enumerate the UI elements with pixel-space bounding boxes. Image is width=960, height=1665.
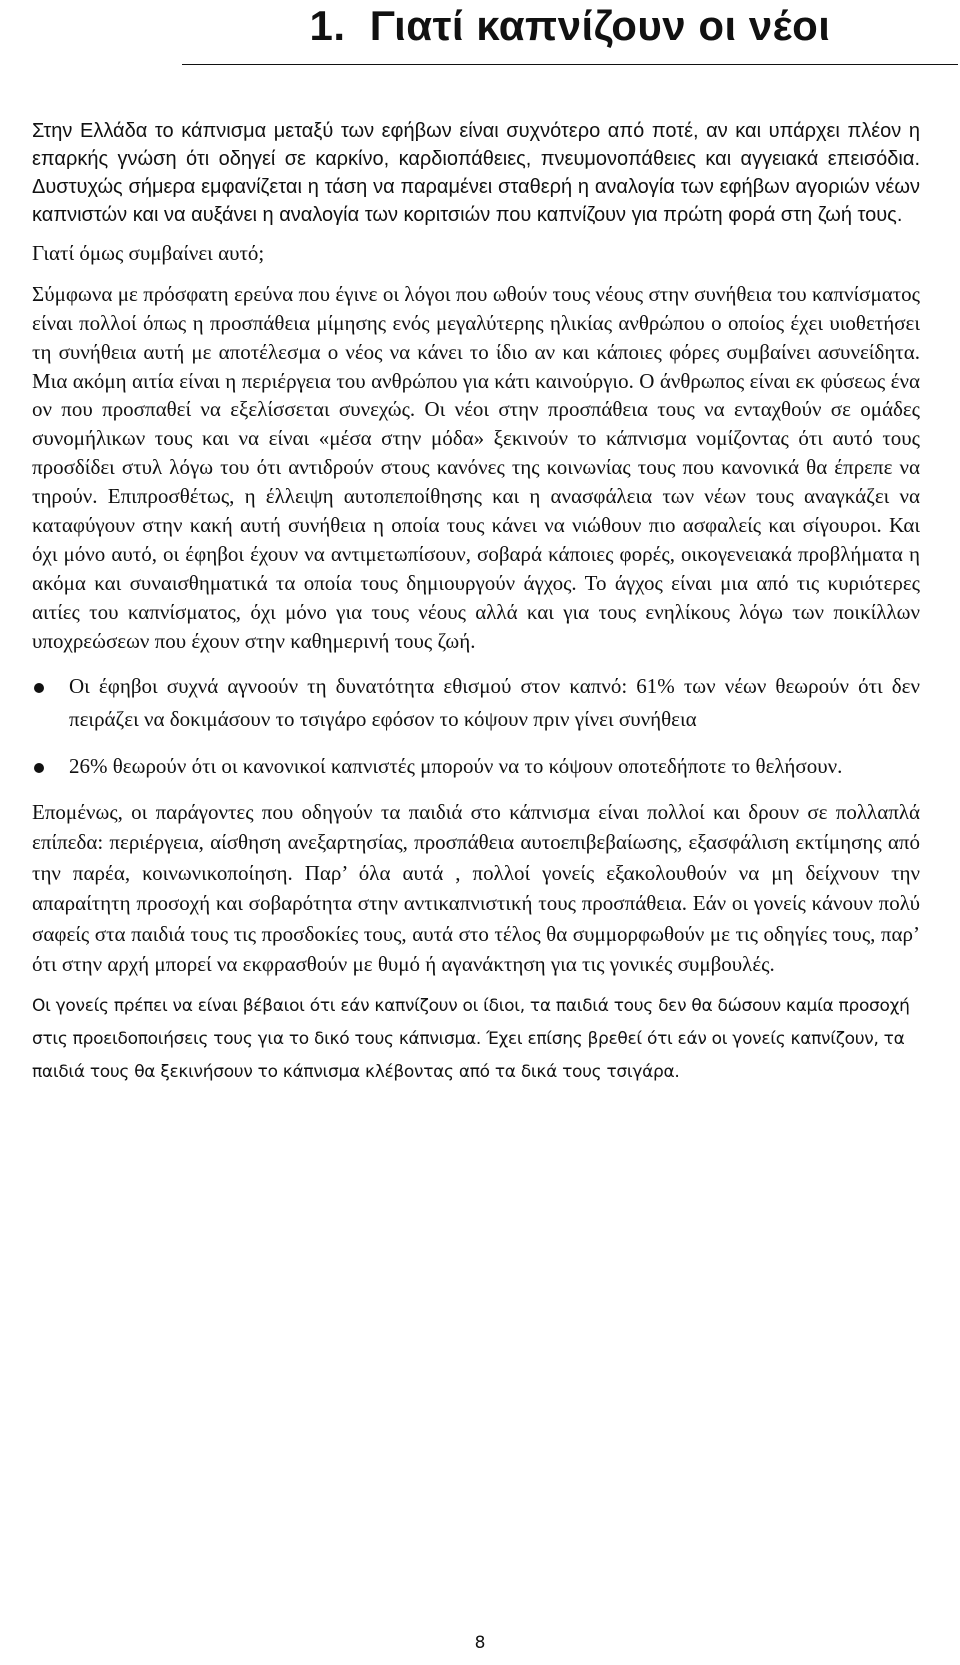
- conclusion-paragraph: Επομένως, οι παράγοντες που οδηγούν τα παιδιά στο κάπνισμα είναι πολλοί και δρουν σε πολλαπλά επίπεδα: περιέργεια, αίσθηση ανεξαρτησίας, προσπάθεια αυτοεπιβεβαίωσης, εξασφάλιση εκτίμησης από την παρέα, κοινωνικοποίηση. Παρ’ όλα αυτά , πολλοί γονείς εξακολουθούν να μη δείχνουν την απαραίτητη προσοχή και σοβαρότητα στην αντικαπνιστική τους προσπάθεια. Εάν οι γονείς κάνουν πολύ σαφείς στα παιδιά τους τις προσδοκίες τους, αυτά στο τέλος θα συμμορφωθούν με τις οδηγίες τους, παρ’ ότι στην αρχή μπορεί να εκφρασθούν με θυμό ή αγανάκτηση για τις γονικές συμβουλές.: [32, 799, 920, 977]
- list-item-text: Οι έφηβοι συχνά αγνοούν τη δυνατότητα εθισμού στον καπνό: 61% των νέων θεωρούν ότι δεν πειράζει να δοκιμάσουν το τσιγάρο εφόσον το κόψουν πριν γίνει συνήθεια: [69, 673, 920, 731]
- bullet-icon: [34, 683, 44, 693]
- section-heading: [182, 0, 958, 65]
- section-number: 1.: [309, 2, 346, 49]
- bullet-icon: [34, 763, 44, 773]
- body-content: [32, 117, 920, 1089]
- reasons-paragraph: Σύμφωνα με πρόσφατη ερεύνα που έγινε οι λόγοι που ωθούν τους νέους στην συνήθεια του καπνίσματος είναι πολλοί όπως η προσπάθεια μίμησης ενός μεγαλύτερης ηλικίας ανθρώπου ο οποίος έχει υιοθετήσει τη συνήθεια αυτή με αποτέλεσμα ο νέος να κάνει το ίδιο αν και κάποιες φόρες συμβαίνει ασυνείδητα. Μια ακόμη αιτία είναι η περιέργεια του ανθρώπου για κάτι καινούργιο. Ο άνθρωπος είναι εκ φύσεως ένα ον που προσπαθεί να εξελίσσεται συνεχώς. Οι νέοι στην προσπάθεια τους να ενταχθούν σε ομάδες συνομήλικων τους και να είναι «μέσα στην μόδα» ξεκινούν το κάπνισμα νομίζοντας ότι αυτό τους προσδίδει στυλ λόγω του ότι αντιδρούν στους κανόνες της κοινωνίας τους που κανονικά θα έπρεπε να τηρούν. Επιπροσθέτως, η έλλειψη αυτοπεποίθησης και η ανασφάλεια των νέων τους αναγκάζει να καταφύγουν στην κακή αυτή συνήθεια η οποία τους κάνει να νιώθουν πιο ασφαλείς και σίγουροι. Και όχι μόνο αυτό, οι έφηβοι έχουν να αντιμετωπίσουν, σοβαρά κάποιες φορές, οικογενειακά προβλήματα η ακόμα και συναισθηματικά τα οποία τους δημιουργούν άγχος. Το άγχος είναι μια από τις κυριότερες αιτίες του καπνίσματος, όχι μόνο για τους νέους αλλά και για τους ενηλίκους λόγω των ποικίλλων υποχρεώσεων που έχουν στην καθημερινή τους ζωή.: [32, 281, 920, 653]
- list-item: [32, 670, 920, 736]
- parents-paragraph: Οι γονείς πρέπει να είναι βέβαιοι ότι εάν καπνίζουν οι ίδιοι, τα παιδιά τους δεν θα δώσουν καμία προσοχή στις προειδοποιήσεις τους για το δικό τους κάπνισμα. Έχει επίσης βρεθεί ότι εάν οι γονείς καπνίζουν, τα παιδιά τους θα ξεκινήσουν το κάπνισμα κλέβοντας από τα δικά τους τσιγάρα.: [32, 995, 910, 1082]
- question-paragraph: Γιατί όμως συμβαίνει αυτό;: [32, 241, 265, 265]
- intro-paragraph: Στην Ελλάδα το κάπνισμα μεταξύ των εφήβων είναι συχνότερο από ποτέ, αν και υπάρχει πλέον η επαρκής γνώση ότι οδηγεί σε καρκίνο, καρδιοπάθειες, πνευμονοπάθειες και αγγειακά επεισόδια. Δυστυχώς σήμερα εμφανίζεται η τάση να παραμένει σταθερή η αναλογία των εφήβων αγοριών νέων καπνιστών και να αυξάνει η αναλογία των κοριτσιών που καπνίζουν για πρώτη φορά στη ζωή τους.: [32, 120, 920, 226]
- list-item-text: 26% θεωρούν ότι οι κανονικοί καπνιστές μπορούν να το κόψουν οποτεδήποτε το θελήσουν.: [69, 753, 843, 778]
- statistics-list: [32, 670, 920, 783]
- section-title: Γιατί καπνίζουν οι νέοι: [369, 2, 831, 49]
- list-item: [32, 750, 920, 783]
- document-page: [32, 0, 920, 1082]
- page-number: 8: [474, 1633, 486, 1653]
